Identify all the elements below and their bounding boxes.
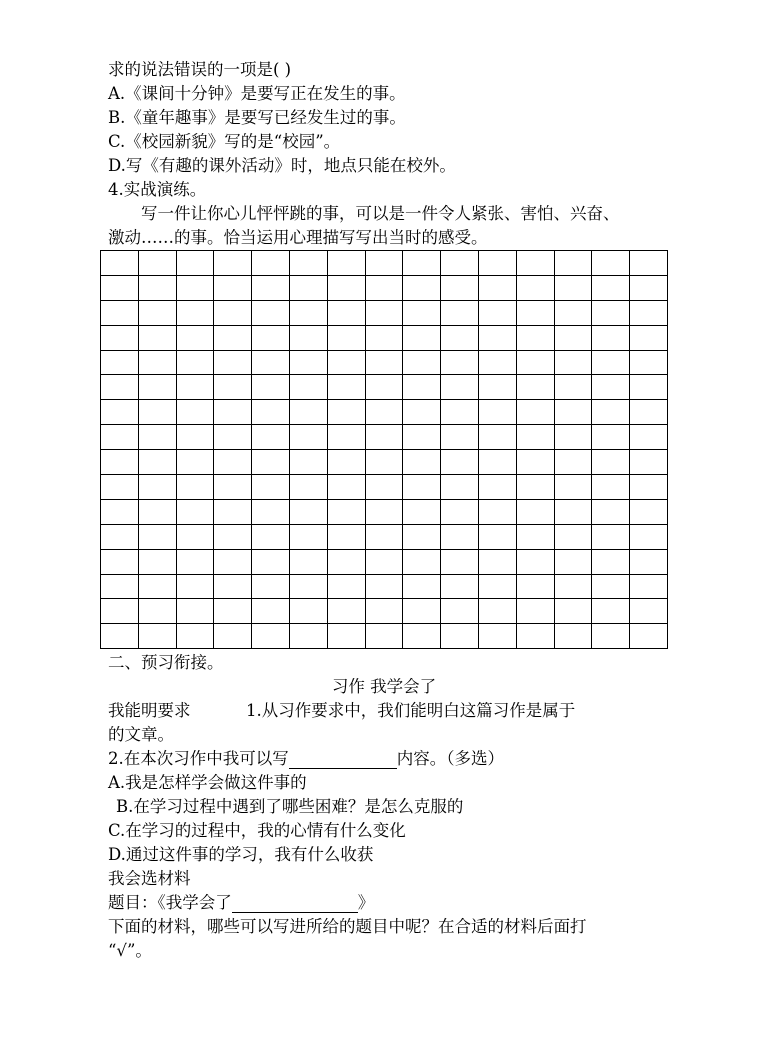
grid-cell[interactable]: [139, 301, 177, 326]
grid-cell[interactable]: [214, 575, 252, 600]
grid-cell[interactable]: [592, 375, 630, 400]
grid-cell[interactable]: [177, 400, 215, 425]
grid-cell[interactable]: [441, 400, 479, 425]
item2-option-d: D.通过这件事的学习，我有什么收获: [108, 845, 374, 864]
grid-cell[interactable]: [441, 575, 479, 600]
grid-cell[interactable]: [328, 525, 366, 550]
grid-cell[interactable]: [366, 375, 404, 400]
grid-cell[interactable]: [101, 525, 139, 550]
grid-cell[interactable]: [290, 450, 328, 475]
grid-cell[interactable]: [290, 500, 328, 525]
grid-cell[interactable]: [555, 326, 593, 351]
grid-cell[interactable]: [214, 400, 252, 425]
grid-cell[interactable]: [101, 599, 139, 624]
grid-cell[interactable]: [101, 326, 139, 351]
grid-cell[interactable]: [441, 550, 479, 575]
grid-cell[interactable]: [441, 475, 479, 500]
topic-line: [108, 893, 374, 913]
grid-cell[interactable]: [214, 525, 252, 550]
grid-cell[interactable]: [555, 450, 593, 475]
grid-cell[interactable]: [441, 251, 479, 276]
grid-cell[interactable]: [592, 475, 630, 500]
grid-cell[interactable]: [555, 351, 593, 376]
grid-cell[interactable]: [630, 351, 668, 376]
grid-cell[interactable]: [252, 326, 290, 351]
grid-cell[interactable]: [555, 301, 593, 326]
grid-cell[interactable]: [517, 550, 555, 575]
grid-cell[interactable]: [517, 599, 555, 624]
grid-cell[interactable]: [101, 276, 139, 301]
grid-cell[interactable]: [479, 351, 517, 376]
grid-cell[interactable]: [517, 575, 555, 600]
grid-cell[interactable]: [592, 624, 630, 649]
grid-cell[interactable]: [592, 575, 630, 600]
grid-cell[interactable]: [252, 475, 290, 500]
grid-cell[interactable]: [177, 575, 215, 600]
question-tail: 求的说法错误的一项是( ): [108, 60, 292, 79]
grid-cell[interactable]: [214, 550, 252, 575]
instruction-line1: 下面的材料，哪些可以写进所给的题目中呢？在合适的材料后面打: [108, 917, 587, 936]
grid-cell[interactable]: [403, 475, 441, 500]
grid-cell[interactable]: [630, 251, 668, 276]
grid-cell[interactable]: [252, 375, 290, 400]
grid-cell[interactable]: [555, 550, 593, 575]
materials-label: 我会选材料: [108, 869, 191, 888]
grid-cell[interactable]: [517, 375, 555, 400]
grid-cell[interactable]: [555, 624, 593, 649]
grid-cell[interactable]: [328, 375, 366, 400]
grid-cell[interactable]: [517, 525, 555, 550]
grid-cell[interactable]: [366, 351, 404, 376]
grid-cell[interactable]: [290, 475, 328, 500]
grid-cell[interactable]: [101, 500, 139, 525]
grid-cell[interactable]: [592, 301, 630, 326]
grid-cell[interactable]: [252, 276, 290, 301]
grid-cell[interactable]: [630, 599, 668, 624]
grid-cell[interactable]: [177, 475, 215, 500]
grid-cell[interactable]: [214, 624, 252, 649]
grid-cell[interactable]: [214, 301, 252, 326]
grid-cell[interactable]: [479, 575, 517, 600]
grid-cell[interactable]: [290, 301, 328, 326]
grid-cell[interactable]: [290, 599, 328, 624]
q4-title: 4.实战演练。: [108, 180, 207, 199]
grid-cell[interactable]: [517, 500, 555, 525]
grid-cell[interactable]: [328, 351, 366, 376]
grid-cell[interactable]: [290, 375, 328, 400]
grid-cell[interactable]: [630, 301, 668, 326]
grid-cell[interactable]: [441, 326, 479, 351]
grid-cell[interactable]: [441, 276, 479, 301]
topic-blank[interactable]: [232, 895, 358, 913]
grid-cell[interactable]: [177, 251, 215, 276]
grid-cell[interactable]: [139, 624, 177, 649]
grid-cell[interactable]: [403, 400, 441, 425]
item2-suffix: 内容。（多选）: [396, 749, 504, 768]
grid-cell[interactable]: [479, 251, 517, 276]
grid-cell[interactable]: [441, 525, 479, 550]
grid-cell[interactable]: [517, 251, 555, 276]
grid-cell[interactable]: [479, 550, 517, 575]
grid-cell[interactable]: [403, 251, 441, 276]
grid-cell[interactable]: [139, 575, 177, 600]
grid-cell[interactable]: [101, 400, 139, 425]
grid-cell[interactable]: [592, 425, 630, 450]
grid-cell[interactable]: [139, 425, 177, 450]
grid-cell[interactable]: [366, 500, 404, 525]
grid-cell[interactable]: [177, 599, 215, 624]
grid-cell[interactable]: [403, 550, 441, 575]
grid-cell[interactable]: [214, 500, 252, 525]
grid-cell[interactable]: [177, 624, 215, 649]
grid-cell[interactable]: [252, 251, 290, 276]
grid-cell[interactable]: [517, 301, 555, 326]
grid-cell[interactable]: [517, 351, 555, 376]
grid-cell[interactable]: [592, 351, 630, 376]
grid-cell[interactable]: [479, 450, 517, 475]
grid-cell[interactable]: [441, 450, 479, 475]
grid-cell[interactable]: [630, 475, 668, 500]
grid-cell[interactable]: [403, 500, 441, 525]
grid-cell[interactable]: [139, 550, 177, 575]
item2-option-a: A.我是怎样学会做这件事的: [108, 773, 307, 792]
requirements-row: [108, 701, 575, 721]
grid-cell[interactable]: [177, 375, 215, 400]
grid-cell[interactable]: [328, 475, 366, 500]
grid-cell[interactable]: [517, 425, 555, 450]
grid-cell[interactable]: [517, 475, 555, 500]
grid-cell[interactable]: [139, 599, 177, 624]
grid-cell[interactable]: [366, 624, 404, 649]
grid-cell[interactable]: [555, 400, 593, 425]
grid-cell[interactable]: [214, 375, 252, 400]
topic-prefix: 题目：《我学会了: [108, 893, 232, 912]
grid-cell[interactable]: [441, 599, 479, 624]
grid-cell[interactable]: [555, 475, 593, 500]
grid-cell[interactable]: [101, 550, 139, 575]
grid-cell[interactable]: [403, 351, 441, 376]
grid-cell[interactable]: [366, 251, 404, 276]
grid-cell[interactable]: [403, 624, 441, 649]
grid-cell[interactable]: [479, 425, 517, 450]
grid-cell[interactable]: [139, 276, 177, 301]
grid-cell[interactable]: [479, 326, 517, 351]
grid-cell[interactable]: [366, 475, 404, 500]
grid-cell[interactable]: [177, 425, 215, 450]
grid-cell[interactable]: [479, 301, 517, 326]
grid-cell[interactable]: [252, 624, 290, 649]
item1-line2: 的文章。: [108, 725, 174, 744]
grid-cell[interactable]: [441, 301, 479, 326]
grid-cell[interactable]: [177, 351, 215, 376]
grid-cell[interactable]: [366, 276, 404, 301]
topic-suffix: 》: [357, 893, 375, 912]
grid-cell[interactable]: [630, 450, 668, 475]
grid-cell[interactable]: [139, 525, 177, 550]
grid-cell[interactable]: [252, 400, 290, 425]
grid-cell[interactable]: [441, 351, 479, 376]
grid-cell[interactable]: [328, 301, 366, 326]
grid-cell[interactable]: [214, 351, 252, 376]
grid-cell[interactable]: [555, 251, 593, 276]
grid-cell[interactable]: [366, 425, 404, 450]
grid-cell[interactable]: [403, 450, 441, 475]
grid-cell[interactable]: [630, 276, 668, 301]
grid-cell[interactable]: [290, 525, 328, 550]
grid-cell[interactable]: [441, 500, 479, 525]
grid-cell[interactable]: [403, 575, 441, 600]
grid-cell[interactable]: [290, 575, 328, 600]
grid-cell[interactable]: [328, 450, 366, 475]
grid-cell[interactable]: [101, 301, 139, 326]
grid-cell[interactable]: [366, 525, 404, 550]
grid-cell[interactable]: [441, 624, 479, 649]
grid-cell[interactable]: [403, 326, 441, 351]
grid-cell[interactable]: [328, 599, 366, 624]
grid-cell[interactable]: [214, 450, 252, 475]
item2: [108, 749, 504, 769]
grid-cell[interactable]: [479, 475, 517, 500]
grid-cell[interactable]: [630, 624, 668, 649]
grid-cell[interactable]: [403, 599, 441, 624]
grid-cell[interactable]: [630, 500, 668, 525]
option-b: B.《童年趣事》是要写已经发生过的事。: [108, 108, 406, 127]
grid-cell[interactable]: [517, 450, 555, 475]
grid-cell[interactable]: [177, 500, 215, 525]
grid-cell[interactable]: [328, 624, 366, 649]
grid-cell[interactable]: [252, 599, 290, 624]
grid-cell[interactable]: [592, 525, 630, 550]
grid-cell[interactable]: [139, 450, 177, 475]
grid-cell[interactable]: [252, 425, 290, 450]
grid-cell[interactable]: [177, 450, 215, 475]
grid-cell[interactable]: [592, 500, 630, 525]
option-c: C.《校园新貌》写的是“校园”。: [108, 132, 341, 151]
grid-cell[interactable]: [214, 251, 252, 276]
grid-cell[interactable]: [630, 425, 668, 450]
item2-option-c: C.在学习的过程中，我的心情有什么变化: [108, 821, 406, 840]
grid-cell[interactable]: [479, 375, 517, 400]
grid-cell[interactable]: [252, 351, 290, 376]
grid-cell[interactable]: [592, 450, 630, 475]
grid-cell[interactable]: [630, 550, 668, 575]
grid-cell[interactable]: [177, 525, 215, 550]
grid-cell[interactable]: [252, 525, 290, 550]
option-d: D.写《有趣的课外活动》时，地点只能在校外。: [108, 156, 456, 175]
grid-cell[interactable]: [139, 351, 177, 376]
grid-cell[interactable]: [101, 624, 139, 649]
grid-cell[interactable]: [366, 301, 404, 326]
grid-cell[interactable]: [290, 624, 328, 649]
grid-cell[interactable]: [592, 276, 630, 301]
grid-cell[interactable]: [555, 276, 593, 301]
grid-cell[interactable]: [101, 575, 139, 600]
grid-cell[interactable]: [592, 326, 630, 351]
grid-cell[interactable]: [139, 500, 177, 525]
grid-cell[interactable]: [139, 251, 177, 276]
grid-cell[interactable]: [479, 400, 517, 425]
grid-cell[interactable]: [290, 351, 328, 376]
grid-cell[interactable]: [630, 575, 668, 600]
grid-cell[interactable]: [252, 575, 290, 600]
grid-cell[interactable]: [214, 425, 252, 450]
grid-cell[interactable]: [177, 550, 215, 575]
grid-cell[interactable]: [139, 326, 177, 351]
grid-cell[interactable]: [177, 301, 215, 326]
grid-cell[interactable]: [366, 575, 404, 600]
grid-cell[interactable]: [366, 326, 404, 351]
grid-cell[interactable]: [139, 475, 177, 500]
grid-cell[interactable]: [630, 525, 668, 550]
grid-cell[interactable]: [479, 500, 517, 525]
grid-cell[interactable]: [555, 575, 593, 600]
grid-cell[interactable]: [479, 599, 517, 624]
grid-cell[interactable]: [101, 425, 139, 450]
grid-cell[interactable]: [441, 375, 479, 400]
q4-prompt-line2: 激动……的事。恰当运用心理描写写出当时的感受。: [108, 228, 488, 247]
grid-cell[interactable]: [366, 400, 404, 425]
grid-cell[interactable]: [252, 450, 290, 475]
grid-cell[interactable]: [592, 550, 630, 575]
grid-cell[interactable]: [290, 251, 328, 276]
grid-cell[interactable]: [139, 375, 177, 400]
grid-cell[interactable]: [517, 400, 555, 425]
grid-cell[interactable]: [517, 326, 555, 351]
grid-cell[interactable]: [214, 475, 252, 500]
grid-cell[interactable]: [252, 550, 290, 575]
grid-cell[interactable]: [517, 624, 555, 649]
grid-cell[interactable]: [328, 400, 366, 425]
grid-cell[interactable]: [592, 251, 630, 276]
grid-cell[interactable]: [630, 375, 668, 400]
grid-cell[interactable]: [290, 425, 328, 450]
grid-cell[interactable]: [252, 301, 290, 326]
item2-option-b: B.在学习过程中遇到了哪些困难？是怎么克服的: [116, 797, 464, 816]
item2-prefix: 2.在本次习作中我可以写: [108, 749, 289, 768]
grid-cell[interactable]: [517, 276, 555, 301]
grid-cell[interactable]: [328, 550, 366, 575]
grid-cell[interactable]: [555, 375, 593, 400]
grid-cell[interactable]: [290, 400, 328, 425]
grid-cell[interactable]: [214, 276, 252, 301]
grid-cell[interactable]: [555, 599, 593, 624]
item2-blank[interactable]: [289, 751, 397, 769]
grid-cell[interactable]: [403, 425, 441, 450]
grid-cell[interactable]: [630, 326, 668, 351]
grid-cell[interactable]: [101, 450, 139, 475]
instruction-line2: “√”。: [108, 941, 152, 960]
q4-prompt-line1: 写一件让你心儿怦怦跳的事，可以是一件令人紧张、害怕、兴奋、: [141, 204, 620, 223]
grid-cell[interactable]: [328, 425, 366, 450]
grid-cell[interactable]: [101, 475, 139, 500]
grid-cell[interactable]: [366, 450, 404, 475]
grid-cell[interactable]: [403, 525, 441, 550]
grid-cell[interactable]: [403, 301, 441, 326]
grid-cell[interactable]: [328, 276, 366, 301]
grid-cell[interactable]: [101, 351, 139, 376]
grid-cell[interactable]: [139, 400, 177, 425]
grid-cell[interactable]: [441, 425, 479, 450]
grid-cell[interactable]: [214, 599, 252, 624]
grid-cell[interactable]: [101, 375, 139, 400]
grid-cell[interactable]: [479, 525, 517, 550]
lesson-title: 习作 我学会了: [331, 677, 437, 696]
grid-cell[interactable]: [328, 575, 366, 600]
grid-cell[interactable]: [214, 326, 252, 351]
grid-cell[interactable]: [630, 400, 668, 425]
grid-cell[interactable]: [592, 599, 630, 624]
grid-cell[interactable]: [366, 550, 404, 575]
grid-cell[interactable]: [479, 624, 517, 649]
writing-grid[interactable]: [100, 250, 668, 649]
grid-cell[interactable]: [177, 276, 215, 301]
section2-heading: 二、预习衔接。: [108, 653, 224, 672]
option-a: A.《课间十分钟》是要写正在发生的事。: [108, 84, 406, 103]
grid-cell[interactable]: [366, 599, 404, 624]
grid-cell[interactable]: [403, 375, 441, 400]
grid-cell[interactable]: [479, 276, 517, 301]
grid-cell[interactable]: [328, 251, 366, 276]
item1-line1: 1.从习作要求中，我们能明白这篇习作是属于: [246, 701, 576, 720]
grid-cell[interactable]: [403, 276, 441, 301]
requirements-label: 我能明要求: [108, 701, 191, 720]
grid-cell[interactable]: [290, 326, 328, 351]
grid-cell[interactable]: [592, 400, 630, 425]
grid-cell[interactable]: [101, 251, 139, 276]
grid-cell[interactable]: [555, 525, 593, 550]
grid-cell[interactable]: [290, 550, 328, 575]
grid-cell[interactable]: [290, 276, 328, 301]
grid-cell[interactable]: [328, 500, 366, 525]
grid-cell[interactable]: [555, 500, 593, 525]
grid-cell[interactable]: [555, 425, 593, 450]
grid-cell[interactable]: [328, 326, 366, 351]
grid-cell[interactable]: [177, 326, 215, 351]
grid-cell[interactable]: [252, 500, 290, 525]
